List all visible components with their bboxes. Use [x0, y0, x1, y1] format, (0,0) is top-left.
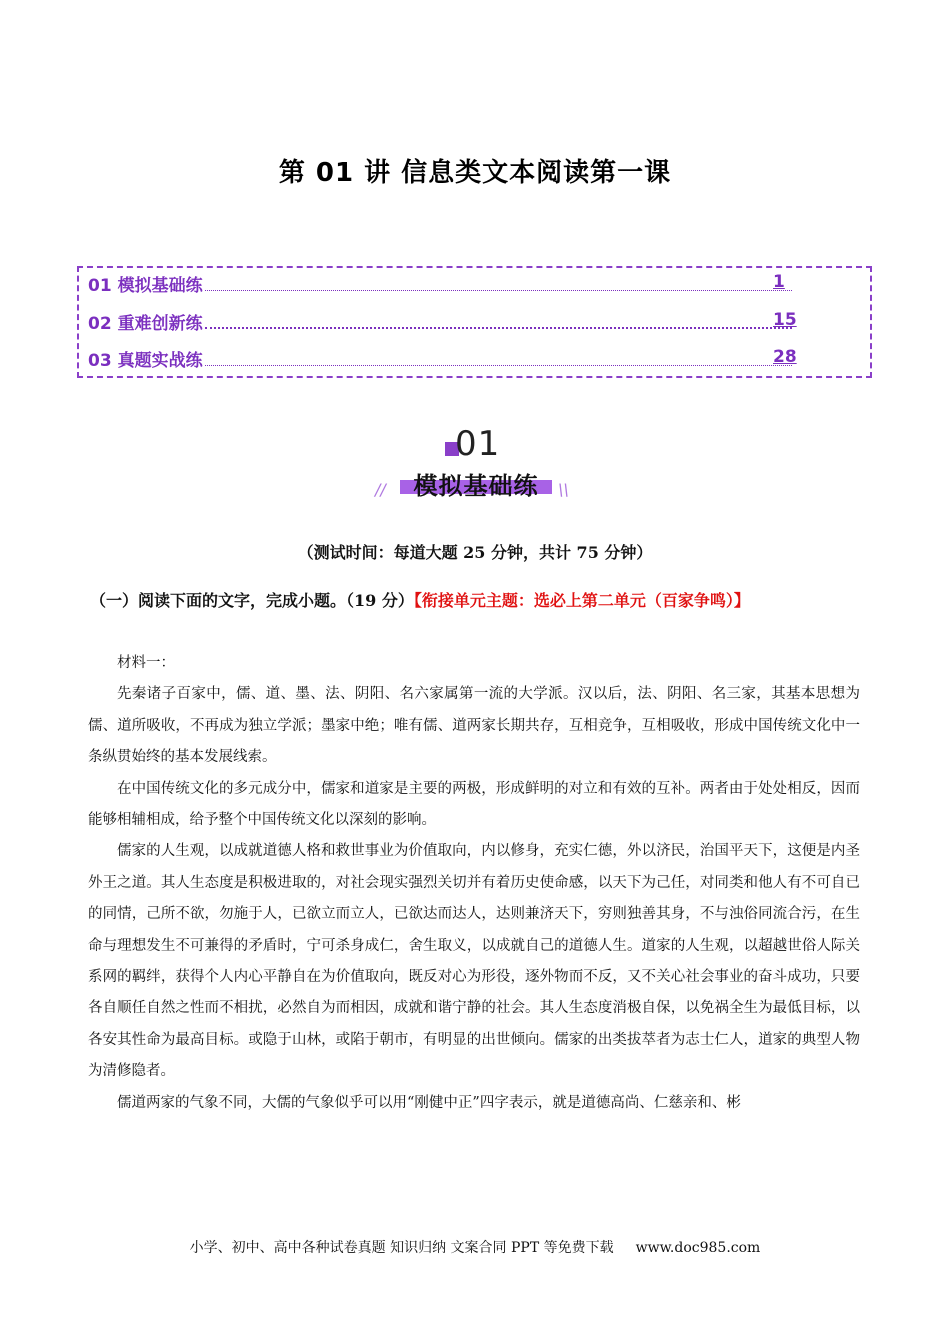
- toc-item-label: 02 重难创新练: [88, 314, 203, 334]
- section-title: 模拟基础练: [413, 472, 539, 500]
- paragraph: 儒道两家的气象不同，大儒的气象似乎可以用“刚健中正”四字表示，就是道德高尚、仁慈亲和、彬: [117, 1094, 741, 1111]
- toc-page-number[interactable]: 15: [773, 310, 797, 330]
- test-time-note: （测试时间：每道大题 25 分钟，共计 75 分钟）: [297, 543, 653, 562]
- material-label: 材料一：: [117, 655, 175, 671]
- question-instruction: （一）阅读下面的文字，完成小题。（19 分）: [90, 591, 414, 610]
- toc-leader-dots: [205, 289, 792, 291]
- toc-item-label: 01 模拟基础练: [88, 276, 203, 296]
- page-footer: [0, 1237, 950, 1257]
- section-badge: [360, 420, 590, 510]
- table-of-contents: [77, 266, 872, 378]
- toc-page-number[interactable]: 28: [773, 347, 797, 367]
- toc-leader-dots: [205, 326, 792, 329]
- toc-item-1[interactable]: [88, 270, 794, 296]
- reading-passage: [88, 648, 860, 1119]
- toc-item-label: 03 真题实战练: [88, 351, 203, 371]
- paragraph: 在中国传统文化的多元成分中，儒家和道家是主要的两极，形成鲜明的对立和有效的互补。两者由于处处相反，因而能够相辅相成，给予整个中国传统文化以深刻的影响。: [88, 780, 860, 829]
- toc-leader-dots: [205, 364, 792, 366]
- paragraph: 先秦诸子百家中，儒、道、墨、法、阴阳、名六家属第一流的大学派。汉以后，法、阴阳、名三家，其基本思想为儒、道所吸收，不再成为独立学派；墨家中绝；唯有儒、道两家长期共存，互相竞争，互相吸收，形成中国传统文化中一条纵贯始终的基本发展线索。: [88, 686, 860, 766]
- question-heading: [90, 588, 750, 611]
- footer-site-link[interactable]: www.doc985.com: [635, 1240, 761, 1256]
- paragraph: 儒家的人生观，以成就道德人格和救世事业为价值取向，内以修身，充实仁德，外以济民，治国平天下，这便是内圣外王之道。其人生态度是积极进取的，对社会现实强烈关切并有着历史使命感，以天下为己任，对同类和他人有不可自已的同情，己所不欲，勿施于人，已欲立而立人，已欲达而达人，达则兼济天下，穷则独善其身，不与浊俗同流合污，在生命与理想发生不可兼得的矛盾时，宁可杀身成仁，舍生取义，以成就自己的道德人生。道家的人生观，以超越世俗人际关系网的羁绊，获得个人内心平静自在为价值取向，既反对心为形役，逐外物而不反，又不关心社会事业的奋斗成功，只要各自顺任自然之性而不相扰，必然自为而相因，成就和谐宁静的社会。其人生态度消极自保，以免祸全生为最低目标，以各安其性命为最高目标。或隐于山林，或陷于朝市，有明显的出世倾向。儒家的出类拔萃者为志士仁人，道家的典型人物为清修隐者。: [88, 843, 860, 1080]
- section-number: 01: [455, 424, 501, 464]
- slash-decoration-icon: \\: [558, 480, 569, 499]
- page-title: 第 01 讲 信息类文本阅读第一课: [278, 158, 672, 188]
- toc-item-3[interactable]: [88, 345, 794, 371]
- toc-item-2[interactable]: [88, 308, 794, 334]
- toc-page-number[interactable]: 1: [773, 272, 785, 292]
- slash-decoration-icon: //: [375, 480, 386, 499]
- footer-text: 小学、初中、高中各种试卷真题 知识归纳 文案合同 PPT 等免费下载: [189, 1240, 614, 1256]
- question-theme-tag: 【衔接单元主题：选必上第二单元（百家争鸣）】: [413, 591, 750, 610]
